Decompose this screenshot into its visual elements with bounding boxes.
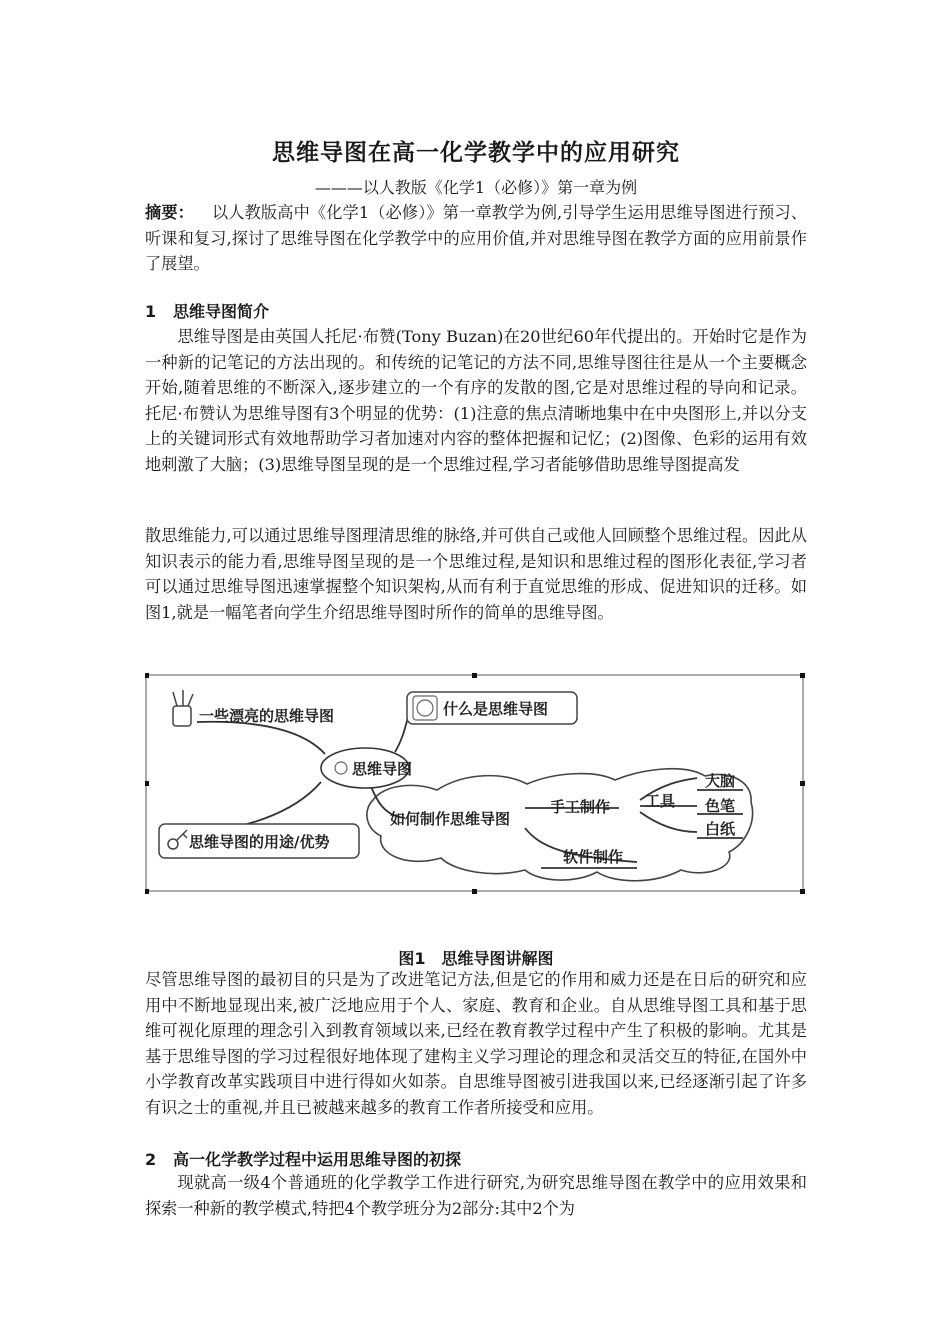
handle-bc (472, 889, 477, 894)
branch-top-left (197, 722, 325, 754)
node-how-to: 如何制作思维导图 (390, 810, 511, 828)
handle-tr (800, 673, 805, 678)
paper-subtitle: ———以人教版《化学1（必修）》第一章为例 (314, 178, 638, 197)
section-2-heading (145, 1147, 461, 1170)
section-2-title: 高一化学教学过程中运用思维导图的初探 (173, 1150, 462, 1169)
handle-bl (145, 889, 149, 894)
section-1-number: 1 (145, 302, 157, 321)
node-uses: 思维导图的用途/优势 (189, 833, 330, 851)
node-pens: 色笔 (705, 797, 736, 815)
mindmap-svg (145, 672, 807, 896)
handle-ml (145, 781, 149, 786)
node-manual: 手工制作 (550, 798, 611, 816)
branch-paper (640, 812, 697, 832)
pencil-cup-icon (173, 706, 191, 726)
node-what-is: 什么是思维导图 (443, 700, 549, 718)
handle-tc (472, 673, 477, 678)
node-beautiful-maps: 一些漂亮的思维导图 (199, 707, 335, 725)
section-1-paragraph-1: 思维导图是由英国人托尼·布赞(Tony Buzan)在20世纪60年代提出的。开始时它是作为一种新的记笔记的方法出现的。和传统的记笔记的方法不同,思维导图往往是从一个主要概念开始,随着思维的不断深入,逐步建立的一个有序的发散的图,它是对思维过程的导向和记录。托尼·布赞认为思维导图有3个明显的优势：(1)注意的焦点清晰地集中在中央图形上,并以分支上的关键词形式有效地帮助学习者加速对内容的整体把握和记忆；(2)图像、色彩的运用有效地刺激了大脑；(3)思维导图呈现的是一个思维过程,学习者能够借助思维导图提高发 (145, 327, 807, 474)
pencils-icon (173, 690, 193, 706)
handle-br (800, 889, 805, 894)
paragraph-after-figure: 尽管思维导图的最初目的只是为了改进笔记方法,但是它的作用和威力还是在日后的研究和应用中不断地显现出来,被广泛地应用于个人、家庭、教育和企业。自从思维导图工具和基于思维可视化原理的理念引入到教育领域以来,已经在教育教学过程中产生了积极的影响。尤其是基于思维导图的学习过程很好地体现了建构主义学习理论的理念和灵活交互的特征,在国外中小学教育改革实践项目中进行得如火如荼。自思维导图被引进我国以来,已经逐渐引起了许多有识之士的重视,并且已被越来越多的教育工作者所接受和应用。 (145, 970, 807, 1117)
node-tools: 工具 (645, 792, 676, 810)
section-1-paragraph-2: 散思维能力,可以通过思维导图理清思维的脉络,并可供自己或他人回顾整个思维过程。因此从知识表示的能力看,思维导图呈现的是一个思维过程,是知识和思维过程的图形化表征,学习者可以通过思维导图迅速掌握整个知识架构,从而有利于直觉思维的形成、促进知识的迁移。如图1,就是一幅笔者向学生介绍思维导图时所作的简单的思维导图。 (145, 526, 807, 622)
node-paper: 白纸 (705, 820, 736, 838)
figure-1-caption: 图1 思维导图讲解图 (398, 949, 554, 968)
paper-title: 思维导图在高一化学教学中的应用研究 (272, 140, 680, 166)
abstract (145, 200, 807, 277)
section-1-title: 思维导图简介 (173, 302, 270, 321)
abstract-text: 以人教版高中《化学1（必修）》第一章教学为例,引导学生运用思维导图进行预习、听课和复习,探讨了思维导图在化学教学中的应用价值,并对思维导图在教学方面的应用前景作了展望。 (145, 203, 808, 274)
section-1-heading (145, 299, 269, 322)
node-brain: 大脑 (705, 772, 736, 790)
center-node-label: 思维导图 (352, 760, 413, 778)
figure-1-mindmap (145, 672, 807, 896)
handle-mr (800, 781, 805, 786)
section-2-number: 2 (145, 1150, 157, 1169)
section-2-paragraph-1: 现就高一级4个普通班的化学教学工作进行研究,为研究思维导图在教学中的应用效果和探索一种新的教学模式,特把4个教学班分为2部分:其中2个为 (145, 1173, 807, 1218)
node-software: 软件制作 (563, 848, 624, 866)
handle-tl (145, 673, 149, 678)
abstract-label: 摘要： (145, 203, 194, 222)
